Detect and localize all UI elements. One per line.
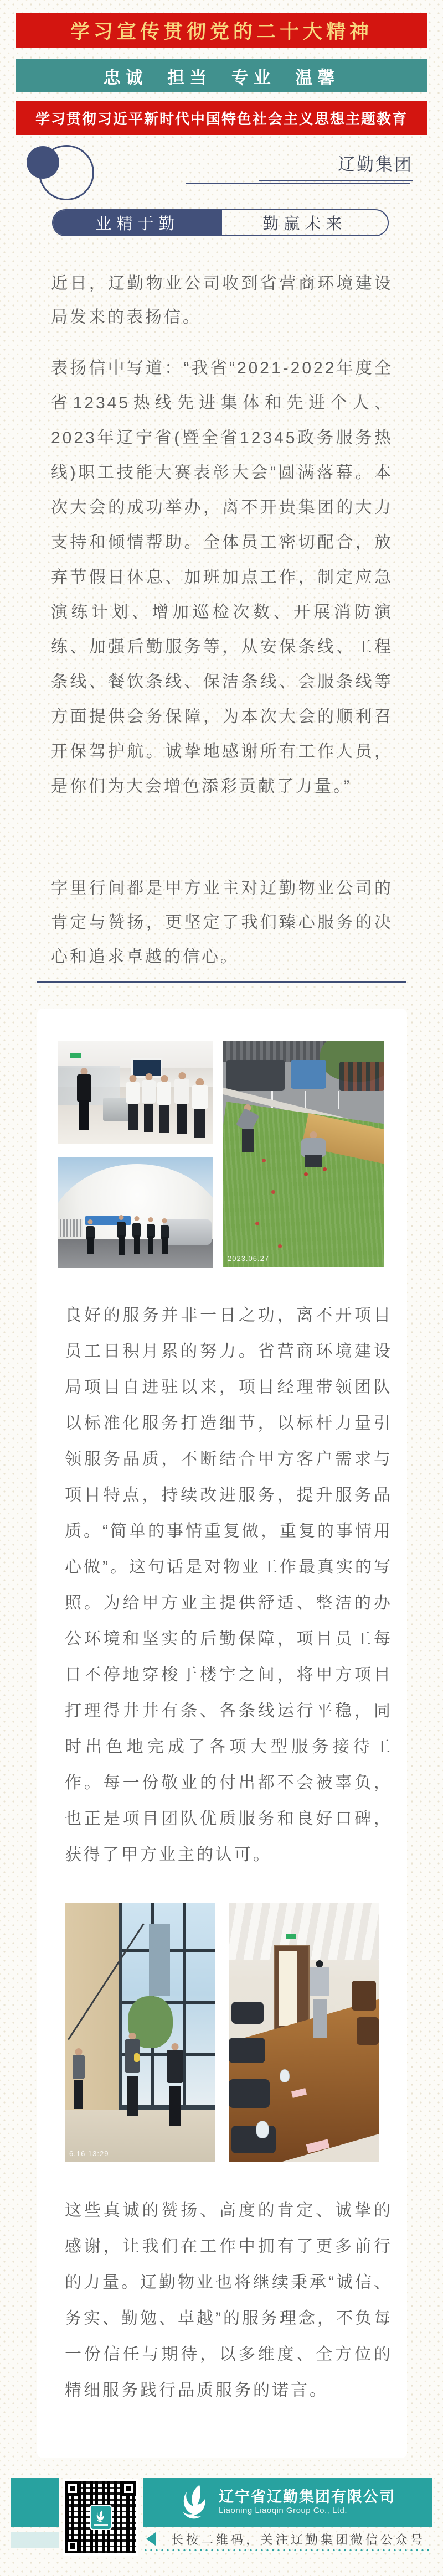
photo-security-salute-dome[interactable]	[58, 1157, 213, 1268]
phoenix-icon	[95, 2510, 107, 2523]
qr-finder-icon	[65, 2539, 80, 2553]
photo-person	[157, 1075, 171, 1133]
photo-detail	[58, 1219, 83, 1237]
app-icon-caption-bar	[94, 2524, 108, 2526]
footer-dotted-rule	[143, 2549, 432, 2552]
footer-accent-block-light	[11, 2532, 59, 2548]
footer-company-names	[219, 2489, 395, 2515]
photo-person	[126, 1075, 140, 1130]
photo-detail	[286, 1934, 296, 1939]
tab-qin-ying-wei-lai[interactable]	[222, 210, 388, 235]
photo-person	[310, 1960, 329, 2038]
footer-company-name-en: Liaoning Liaoqin Group Co., Ltd.	[219, 2506, 347, 2516]
theme-banner	[16, 101, 427, 135]
photo-gardening-work[interactable]	[223, 1041, 384, 1267]
photo-conference-setup[interactable]	[229, 1903, 379, 2162]
photo-person	[147, 1217, 155, 1254]
theme-banner-text: 学习贯彻习近平新时代中国特色社会主义思想主题教育	[35, 111, 408, 127]
photo-detail	[274, 1945, 310, 2033]
photo-detail	[70, 1053, 81, 1058]
footer-company-banner	[143, 2478, 432, 2527]
photo-detail	[339, 1062, 384, 1091]
photo-detail	[134, 2053, 140, 2062]
header-rule-top	[259, 180, 413, 181]
photo-person	[174, 1072, 189, 1134]
qr-finder-icon	[65, 2481, 80, 2496]
photo-detail	[262, 1159, 266, 1162]
qr-finder-icon	[121, 2481, 136, 2496]
photo-detail	[304, 1172, 308, 1176]
tab-left-label: 业精于勤	[95, 215, 180, 233]
photo-detail	[163, 1219, 212, 1245]
paragraph-closing: 这些真诚的赞扬、高度的肯定、诚挚的感谢，让我们在工作中拥有了更多前行的力量。辽勤物业也将继续秉承“诚信、务实、勤勉、卓越”的服务理念，不负每一份信任与期待，以多维度、全方位的精细服务践行品质服务的诺言。	[65, 2201, 393, 2400]
footer-company-name-cn: 辽宁省辽勤集团有限公司	[219, 2489, 395, 2506]
photo-timestamp: 6.16 13:29	[69, 2149, 109, 2158]
photo-detail	[352, 1981, 376, 2011]
slogan-banner-top	[16, 13, 427, 48]
photo-detail	[280, 2069, 290, 2082]
qr-pattern	[65, 2481, 136, 2553]
photo-person	[167, 2043, 183, 2126]
tab-ye-jing-yu-qin[interactable]	[53, 210, 222, 235]
paragraph-service-story: 良好的服务并非一日之功，离不开项目员工日积月累的努力。省营商环境建设局项目自进驻以来，项目经理带领团队以标准化服务打造细节，以标杆力量引领服务品质，不断结合甲方客户需求与项目特点，持续改进服务，提升服务品质。“简单的事情重复做，重复的事情用心做”。这句话是对物业工作最真实的写照。为给甲方业主提供舒适、整洁的办公环境和坚实的后勤保障，项目员工每日不停地穿梭于楼宇之间，将甲方项目打理得井井有条、各条线运行平稳，同时出色地完成了各项大型服务接待工作。每一份敬业的付出都不会被辜负，也正是项目团队优质服务和良好口碑，获得了甲方业主的认可。	[65, 1306, 393, 1864]
photo-timestamp: 2023.06.27	[228, 1254, 270, 1263]
photo-person	[86, 1219, 95, 1254]
paragraph-letter-quote: 表扬信中写道：“我省“2021-2022年度全省12345热线先进集体和先进个人、2023年辽宁省(暨全省12345政务服务热线)职工技能大赛表彰大会”圆满落幕。本次大会的成功举办，离不开贵集团的大力支持和倾情帮助。全体员工密切配合，放弃节假日休息、加班加点工作，制定应急演练计划、增加巡检次数、开展消防演练、加强后勤服务等，从安保条线、工程条线、餐饮条线、保洁条线、会服条线等方面提供会务保障，为本次大会的顺利召开保驾护航。诚挚地感谢所有工作人员，是你们为大会增色添彩贡献了力量。”	[51, 359, 393, 796]
paragraph-comment: 字里行间都是甲方业主对辽勤物业公司的肯定与赞扬，更坚定了我们臻心服务的决心和追求卓越的信心。	[51, 879, 393, 966]
photo-detail	[226, 1060, 285, 1091]
photo-person	[161, 1218, 169, 1254]
photo-detail	[256, 2121, 269, 2138]
brand-name: 辽勤集团	[338, 155, 413, 174]
photo-person	[132, 1216, 141, 1254]
logo-circle-icon	[27, 146, 59, 179]
content-card	[37, 1009, 407, 2458]
phoenix-icon	[180, 2483, 211, 2522]
triangle-left-icon	[146, 2532, 156, 2546]
photo-detail	[291, 1060, 326, 1089]
photo-detail	[149, 1924, 170, 1996]
tab-right-label: 勤赢未来	[262, 215, 347, 233]
footer-follow-tip: 长按二维码，关注辽勤集团微信公众号	[171, 2533, 425, 2547]
header-rule-bottom	[186, 183, 410, 184]
photo-person	[192, 1078, 208, 1138]
photo-detail	[229, 2038, 265, 2063]
motto-tab-pill	[52, 209, 389, 236]
section-divider-line	[37, 981, 406, 983]
photo-detail	[231, 2002, 264, 2024]
photo-person	[117, 1215, 126, 1255]
values-banner	[16, 59, 427, 92]
slogan-banner-top-text: 学习宣传贯彻党的二十大精神	[70, 21, 373, 43]
paragraph-intro: 近日，辽勤物业公司收到省营商环境建设局发来的表扬信。	[51, 274, 393, 326]
qr-code[interactable]	[63, 2479, 138, 2556]
photo-detail	[231, 2126, 276, 2153]
photo-person	[239, 1104, 256, 1152]
photo-detail	[357, 2017, 379, 2045]
phoenix-app-icon	[90, 2505, 112, 2530]
footer-accent-block	[11, 2478, 59, 2527]
photo-person	[142, 1073, 156, 1132]
photo-detail	[229, 2079, 270, 2108]
photo-person	[73, 2048, 85, 2109]
photo-person	[77, 1068, 91, 1130]
photo-person	[301, 1131, 326, 1167]
values-banner-text: 忠诚 担当 专业 温馨	[103, 67, 340, 87]
photo-person	[125, 2033, 140, 2116]
photo-reception-training[interactable]	[58, 1041, 213, 1144]
photo-window-cleaning[interactable]	[65, 1903, 215, 2162]
